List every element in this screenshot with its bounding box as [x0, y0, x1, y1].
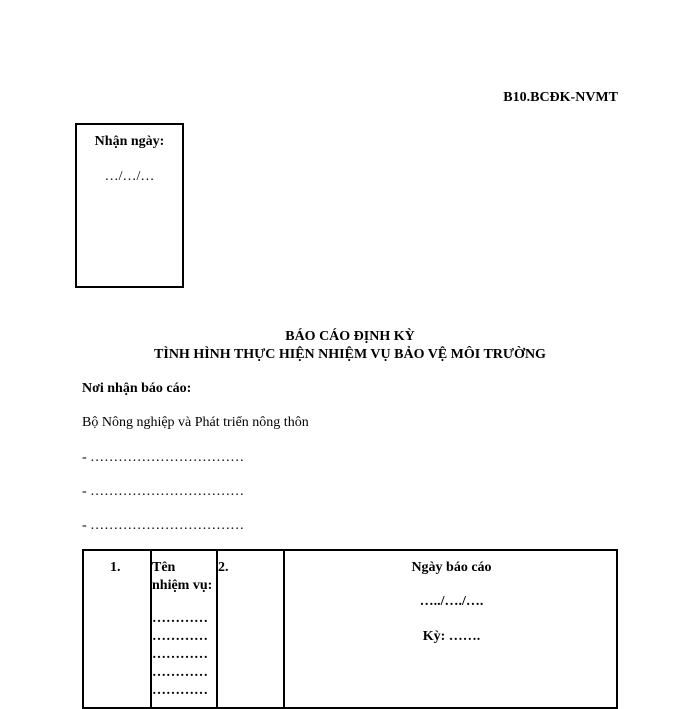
recipient-item: - ……………………………	[82, 484, 245, 499]
report-table	[82, 549, 618, 709]
period-label: Kỳ: …….	[422, 629, 481, 644]
recipients-label: Nơi nhận báo cáo:	[82, 381, 192, 396]
report-date-label: Ngày báo cáo	[411, 560, 492, 575]
cell-number-1: 1.	[110, 560, 121, 575]
report-title-line2: TÌNH HÌNH THỰC HIỆN NHIỆM VỤ BẢO VỆ MÔI TRƯỜNG	[154, 347, 546, 362]
recipient-item: Bộ Nông nghiệp và Phát triển nông thôn	[82, 415, 309, 430]
recipient-item: - ……………………………	[82, 450, 245, 465]
recipient-item: - ……………………………	[82, 518, 245, 533]
cell-number-2: 2.	[218, 560, 229, 575]
received-date-box	[75, 123, 184, 288]
report-date-placeholder: …../…./….	[419, 594, 484, 609]
dots-line: …………	[152, 647, 208, 662]
task-name-label-line1: Tên	[152, 560, 176, 575]
task-name-dots	[152, 610, 208, 700]
dots-line: …………	[152, 683, 208, 698]
dots-line: …………	[152, 665, 208, 680]
task-name-label-line2: nhiệm vụ:	[152, 578, 213, 593]
received-date-placeholder: …/…/…	[104, 169, 155, 184]
report-title-line1: BÁO CÁO ĐỊNH KỲ	[285, 329, 415, 344]
dots-line: …………	[152, 629, 208, 644]
form-code: B10.BCĐK-NVMT	[503, 90, 618, 105]
dots-line: …………	[152, 611, 208, 626]
received-date-label: Nhận ngày:	[94, 134, 165, 149]
